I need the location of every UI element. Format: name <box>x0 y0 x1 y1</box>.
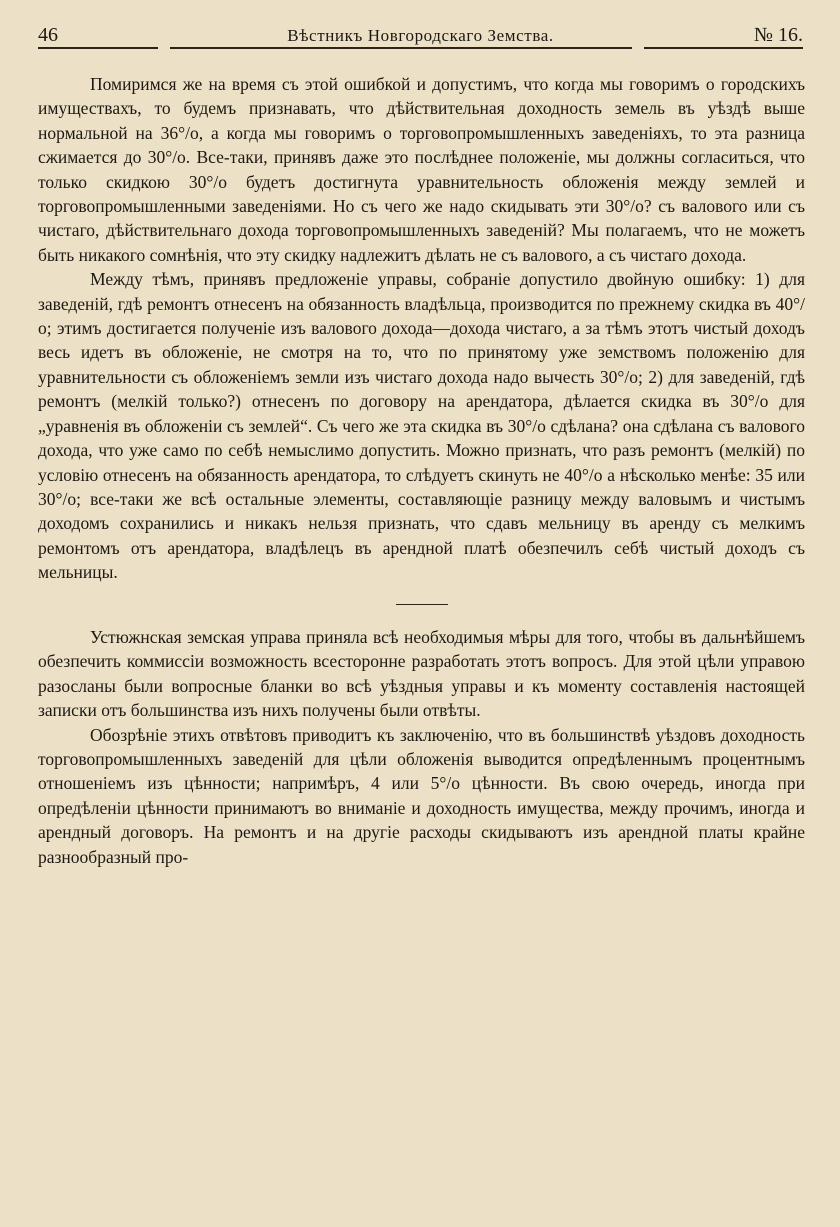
paragraph: Обозрѣніе этихъ отвѣтовъ приводитъ къ заключенію, что въ большинствѣ уѣздовъ доходность торговопромышленныхъ заведеній для цѣли обложенія выводится опредѣленнымъ процентнымъ отношеніемъ изъ цѣнности; напримѣръ, 4 или 5°/о цѣнности. Въ свою очередь, иногда при опредѣленіи цѣнности принимаютъ во вниманіе и доходность имущества, между прочимъ, иногда и арендный договоръ. На ремонтъ и на другіе расходы скидываютъ изъ арендной платы крайне разнообразный про- <box>38 724 805 867</box>
paragraph: Устюжнская земская управа приняла всѣ необходимыя мѣры для того, чтобы въ дальнѣйшемъ обезпечить коммиссіи возможность всесторонне разработать этотъ вопросъ. Для этой цѣли управою разосланы были вопросные бланки во всѣ уѣздныя управы и къ моменту составленія настоящей записки отъ большинства изъ нихъ получены были отвѣты. <box>38 627 805 721</box>
running-header <box>38 18 803 48</box>
issue-number: № 16. <box>753 24 803 46</box>
paragraph: Помиримся же на время съ этой ошибкой и допустимъ, что когда мы говоримъ о городскихъ имуществахъ, то будемъ признавать, что дѣйствительная доходность земель въ уѣздѣ выше нормальной на 36°/о, а когда мы говоримъ о торговопромышленныхъ заведеніяхъ, то эта разница сжимается до 30°/о. Все-таки, принявъ даже это послѣднее положеніе, мы должны согласиться, что только скидкою 30°/о будетъ достигнута уравнительность обложенія между землей и торговопромышленными заведеніями. Но съ чего же надо скидывать эти 30°/о? съ валового или съ чистаго, дѣйствительнаго дохода торговопромышленныхъ заведеній? Мы полагаемъ, что не можетъ быть никакого сомнѣнія, что эту скидку надлежитъ дѣлать не съ валового, а съ чистаго дохода. <box>38 74 805 265</box>
header-rule-center <box>170 47 632 49</box>
section-divider <box>396 604 448 606</box>
header-rule-right <box>644 47 803 49</box>
article-body <box>38 72 805 869</box>
journal-title: Вѣстникъ Новгородскаго Земства. <box>287 26 554 45</box>
page-number: 46 <box>38 24 58 46</box>
paragraph: Между тѣмъ, принявъ предложеніе управы, собраніе допустило двойную ошибку: 1) для заведеній, гдѣ ремонтъ отнесенъ на обязанность владѣльца, производится по прежнему скидка въ 40°/о; этимъ достигается полученіе изъ валового дохода—дохода чистаго, а за тѣмъ этотъ чистый доходъ весь идетъ въ обложеніе, не смотря на то, что по принятому уже земствомъ положенію для уравнительности съ обложеніемъ земли изъ чистаго дохода надо вычесть 30°/о; 2) для заведеній, гдѣ ремонтъ (мелкій только?) отнесенъ по договору на арендатора, дѣлается скидка въ 30°/о для „уравненія въ обложеніи съ землей“. Съ чего же эта скидка въ 30°/о сдѣлана? она сдѣлана съ валового дохода, что уже само по себѣ немыслимо допустить. Можно признать, что разъ ремонтъ (мелкій) по условію отнесенъ на обязанность арендатора, то слѣдуетъ скинуть не 40°/о а нѣсколько менѣе: 35 или 30°/о; все-таки же всѣ остальные элементы, составляющіе разницу между валовымъ и чистымъ доходомъ сохранились и никакъ нельзя признать, что сдавъ мельницу въ аренду съ мелкимъ ремонтомъ отъ арендатора, владѣлецъ въ арендной платѣ обезпечилъ себѣ чистый доходъ съ мельницы. <box>38 269 805 583</box>
header-rule-left <box>38 47 158 49</box>
